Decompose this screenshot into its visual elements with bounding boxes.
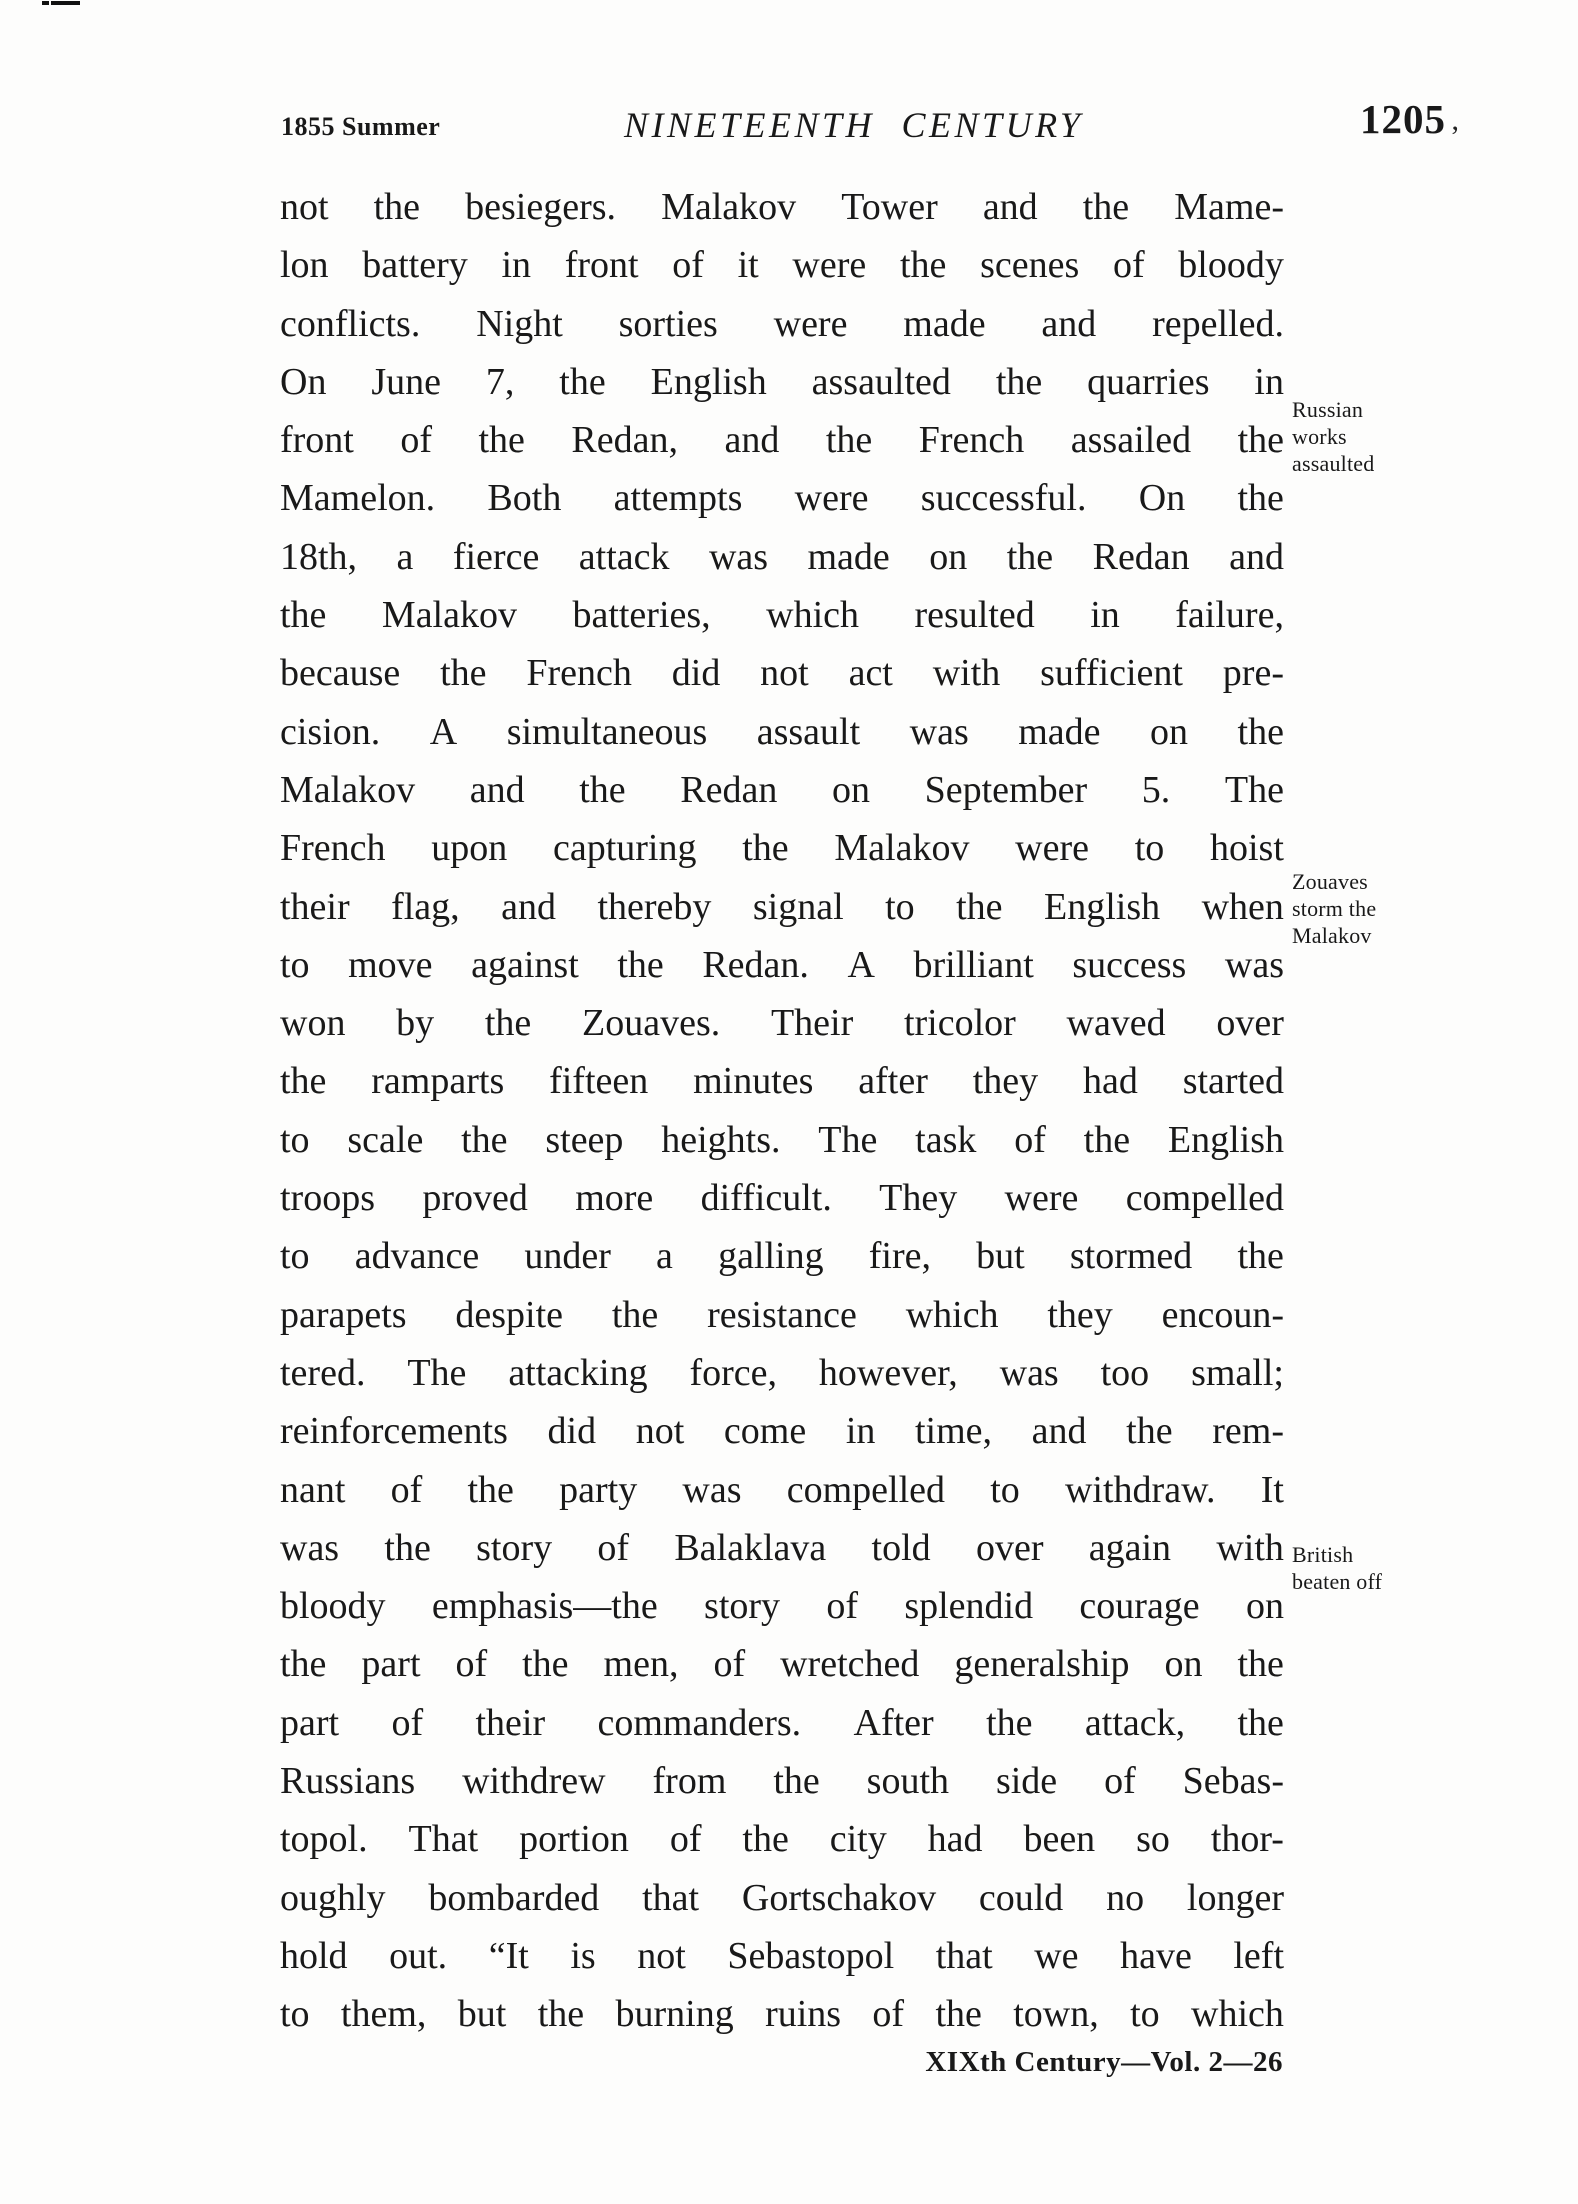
scan-artifact-topleft-short	[42, 1, 49, 5]
margin-note-line: assaulted	[1292, 451, 1375, 476]
body-text-line: On June 7, the English assaulted the quarries in	[280, 360, 1284, 403]
body-text-line: the part of the men, of wretched generalship on the	[280, 1643, 1284, 1686]
margin-note-british-beaten-off	[1292, 1541, 1462, 1595]
body-text-line: to them, but the burning ruins of the town, to which	[280, 1993, 1284, 2036]
body-text-line: French upon capturing the Malakov were to hoist	[280, 827, 1284, 870]
body-text-line: part of their commanders. After the attack, the	[280, 1701, 1284, 1744]
body-text-line: to move against the Redan. A brilliant success was	[280, 943, 1284, 986]
body-text-line: front of the Redan, and the French assailed the	[280, 419, 1284, 462]
body-text-line: oughly bombarded that Gortschakov could no longer	[280, 1876, 1284, 1919]
running-head-date: 1855 Summer	[281, 112, 441, 141]
body-text-line: was the story of Balaklava told over again with	[280, 1526, 1284, 1569]
page-number: 1205	[1360, 96, 1446, 142]
body-text-line: reinforcements did not come in time, and the rem-	[280, 1410, 1284, 1453]
body-text-line: their flag, and thereby signal to the English when	[280, 885, 1284, 928]
margin-note-russian-works-assaulted	[1292, 396, 1462, 477]
body-text-line: not the besiegers. Malakov Tower and the Mame-	[280, 186, 1284, 228]
footer-volume-line: XIXth Century—Vol. 2—26	[925, 2046, 1283, 2078]
body-text-line: topol. That portion of the city had been so thor-	[280, 1818, 1284, 1861]
body-text-line: cision. A simultaneous assault was made on the	[280, 710, 1284, 753]
scan-artifact-apostrophe: ’	[1450, 120, 1460, 153]
body-text	[280, 178, 1284, 2044]
margin-note-line: Russian	[1292, 397, 1364, 422]
body-text-line: to scale the steep heights. The task of the English	[280, 1118, 1284, 1161]
body-text-line: the ramparts fifteen minutes after they had started	[280, 1060, 1284, 1103]
body-text-line: Russians withdrew from the south side of Sebas-	[280, 1760, 1284, 1803]
margin-note-zouaves-storm-the-malakov	[1292, 868, 1462, 949]
body-text-line: parapets despite the resistance which they encoun-	[280, 1293, 1284, 1336]
body-text-line: bloody emphasis—the story of splendid courage on	[280, 1585, 1284, 1628]
body-text-line: 18th, a fierce attack was made on the Redan and	[280, 535, 1284, 578]
body-text-line: tered. The attacking force, however, was too small;	[280, 1351, 1284, 1394]
scan-artifact-topleft-long	[51, 1, 80, 5]
margin-note-line: beaten off	[1292, 1569, 1383, 1594]
margin-note-line: Malakov	[1292, 923, 1372, 948]
running-head-journal-title: NINETEENTH CENTURY	[624, 105, 1084, 145]
body-text-line: conflicts. Night sorties were made and repelled.	[280, 302, 1284, 345]
body-text-line: Mamelon. Both attempts were successful. On the	[280, 477, 1284, 520]
margin-note-line: storm the	[1292, 896, 1377, 921]
body-text-line: the Malakov batteries, which resulted in failure,	[280, 594, 1284, 637]
body-text-line: hold out. “It is not Sebastopol that we have left	[280, 1934, 1284, 1977]
margin-note-line: works	[1292, 424, 1347, 449]
body-text-line: to advance under a galling fire, but stormed the	[280, 1235, 1284, 1278]
body-text-line: won by the Zouaves. Their tricolor waved over	[280, 1002, 1284, 1045]
margin-note-line: British	[1292, 1542, 1354, 1567]
body-text-line: nant of the party was compelled to withdraw. It	[280, 1468, 1284, 1511]
body-text-line: because the French did not act with sufficient pre-	[280, 652, 1284, 695]
body-text-line: lon battery in front of it were the scenes of bloody	[280, 244, 1284, 287]
body-text-line: Malakov and the Redan on September 5. The	[280, 768, 1284, 811]
body-text-line: troops proved more difficult. They were compelled	[280, 1177, 1284, 1220]
margin-note-line: Zouaves	[1292, 869, 1368, 894]
